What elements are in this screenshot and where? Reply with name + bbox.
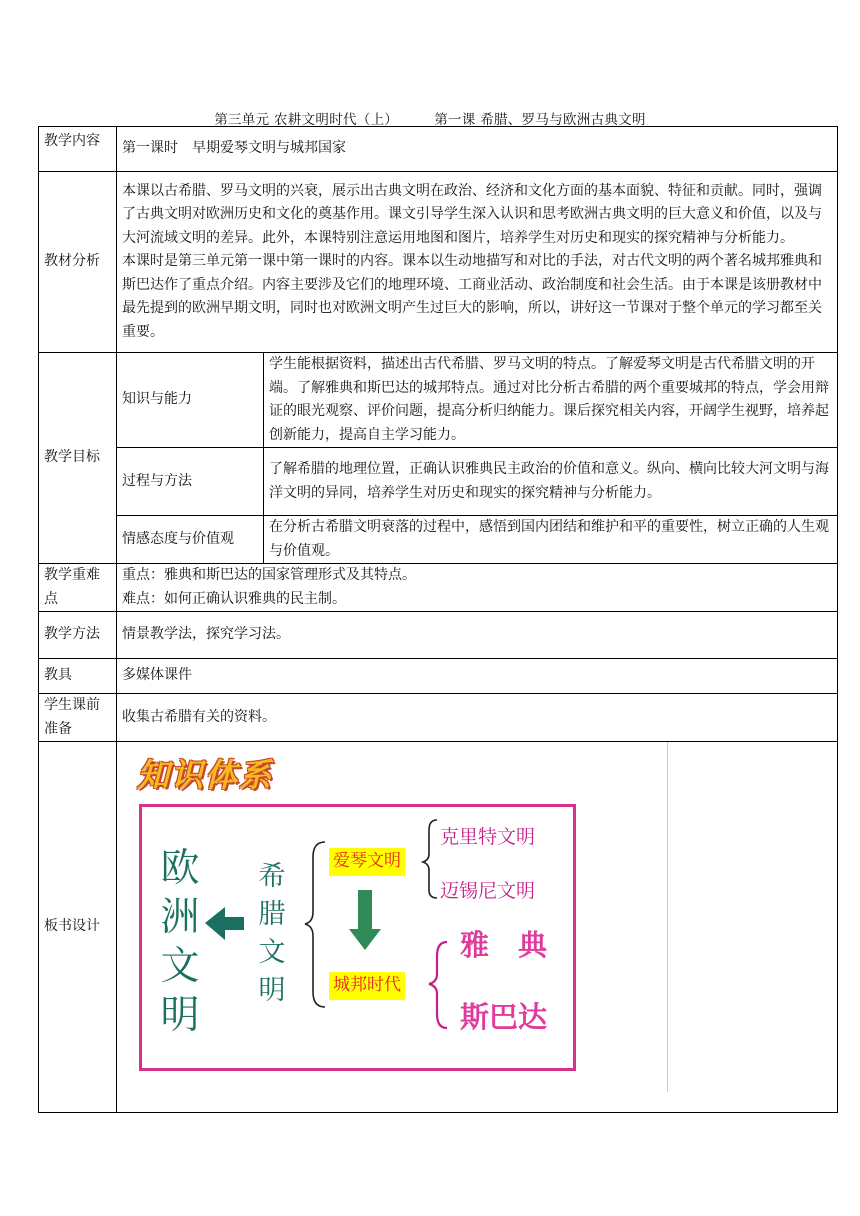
left-arrow-icon xyxy=(205,907,244,940)
europe-char: 文 xyxy=(160,944,200,989)
row-content xyxy=(39,127,838,172)
polis-era-label: 城邦时代 xyxy=(329,972,405,1000)
brace-bottom-icon xyxy=(429,942,447,1028)
greece-char: 腊 xyxy=(258,899,286,930)
key-point: 重点：雅典和斯巴达的国家管理形式及其特点。 xyxy=(122,567,416,583)
label-board: 板书设计 xyxy=(39,742,117,1113)
sparta-label: 斯巴达 xyxy=(460,1000,548,1034)
big-brace-icon xyxy=(305,842,325,1007)
greece-char: 明 xyxy=(258,975,286,1006)
label-keypoints: 教学重难点 xyxy=(39,564,117,612)
label-prep: 学生课前准备 xyxy=(39,694,117,742)
board-design-cell xyxy=(117,742,838,1113)
value-prep: 收集古希腊有关的资料。 xyxy=(117,694,838,742)
aegean-civilization-label: 爱琴文明 xyxy=(329,848,405,876)
mycenae-civilization-label: 迈锡尼文明 xyxy=(440,880,536,902)
row-keypoints xyxy=(39,564,838,612)
row-tools xyxy=(39,659,838,694)
value-content: 第一课时 早期爱琴文明与城邦国家 xyxy=(117,127,838,172)
lesson-title: 第一课 希腊、罗马与欧洲古典文明 xyxy=(434,112,646,128)
greece-char: 文 xyxy=(258,937,286,968)
europe-char: 明 xyxy=(160,993,200,1038)
row-board xyxy=(39,742,838,1113)
row-process xyxy=(39,448,838,516)
knowledge-system-title: 知识体系 xyxy=(137,756,274,794)
europe-char: 欧 xyxy=(160,846,200,891)
row-emotion xyxy=(39,516,838,564)
value-keypoints xyxy=(117,564,838,612)
value-tools: 多媒体课件 xyxy=(117,659,838,694)
label-analysis: 教材分析 xyxy=(39,172,117,353)
label-content: 教学内容 xyxy=(39,127,117,172)
value-process: 了解希腊的地理位置，正确认识雅典民主政治的价值和意义。纵向、横向比较大河文明与海洋文明的异同，培养学生对历史和现实的探究精神与分析能力。 xyxy=(264,448,838,516)
athens-label: 雅 典 xyxy=(460,928,548,962)
lesson-plan-table xyxy=(38,126,838,1113)
label-goals: 教学目标 xyxy=(39,353,117,564)
greece-char: 希 xyxy=(258,861,286,892)
europe-char: 洲 xyxy=(160,895,200,940)
down-arrow-icon xyxy=(349,890,381,950)
label-emotion: 情感态度与价值观 xyxy=(117,516,264,564)
value-method: 情景教学法，探究学习法。 xyxy=(117,612,838,659)
difficult-point: 难点：如何正确认识雅典的民主制。 xyxy=(122,590,346,607)
board-diagram xyxy=(117,742,800,1112)
row-method xyxy=(39,612,838,659)
brace-top-icon xyxy=(423,820,437,898)
value-emotion: 在分析古希腊文明衰落的过程中，感悟到国内团结和维护和平的重要性，树立正确的人生观与价值观。 xyxy=(264,516,838,564)
unit-title: 第三单元 农耕文明时代（上） xyxy=(214,112,399,128)
value-analysis xyxy=(117,172,838,353)
row-prep xyxy=(39,694,838,742)
row-analysis xyxy=(39,172,838,353)
label-process: 过程与方法 xyxy=(117,448,264,516)
crete-civilization-label: 克里特文明 xyxy=(440,826,536,848)
row-knowledge xyxy=(39,353,838,448)
analysis-paragraph-1: 本课以古希腊、罗马文明的兴衰，展示出古典文明在政治、经济和文化方面的基本面貌、特征和贡献。同时，强调了古典文明对欧洲历史和文化的奠基作用。课文引导学生深入认识和思考欧洲古典文明的巨大意义和价值，以及与大河流域文明的差异。此外，本课特别注意运用地图和图片，培养学生对历史和现实的探究精神与分析能力。 xyxy=(122,182,822,246)
value-knowledge: 学生能根据资料，描述出古代希腊、罗马文明的特点。了解爱琴文明是古代希腊文明的开端。了解雅典和斯巴达的城邦特点。通过对比分析古希腊的两个重要城邦的特点，学会用辩证的眼光观察、评价问题，提高分析归纳能力。课后探究相关内容，开阔学生视野，培养起创新能力，提高自主学习能力。 xyxy=(264,353,838,448)
analysis-paragraph-2: 本课时是第三单元第一课中第一课时的内容。课本以生动地描写和对比的手法，对古代文明的两个著名城邦雅典和斯巴达作了重点介绍。内容主要涉及它们的地理环境、工商业活动、政治制度和社会生活。由于本课是该册教材中最先提到的欧洲早期文明，同时也对欧洲文明产生过巨大的影响，所以，讲好这一节课对于整个单元的学习都至关重要。 xyxy=(122,253,822,340)
board-shapes xyxy=(117,742,800,1112)
label-tools: 教具 xyxy=(39,659,117,694)
label-knowledge: 知识与能力 xyxy=(117,353,264,448)
label-method: 教学方法 xyxy=(39,612,117,659)
page-header xyxy=(0,108,860,128)
